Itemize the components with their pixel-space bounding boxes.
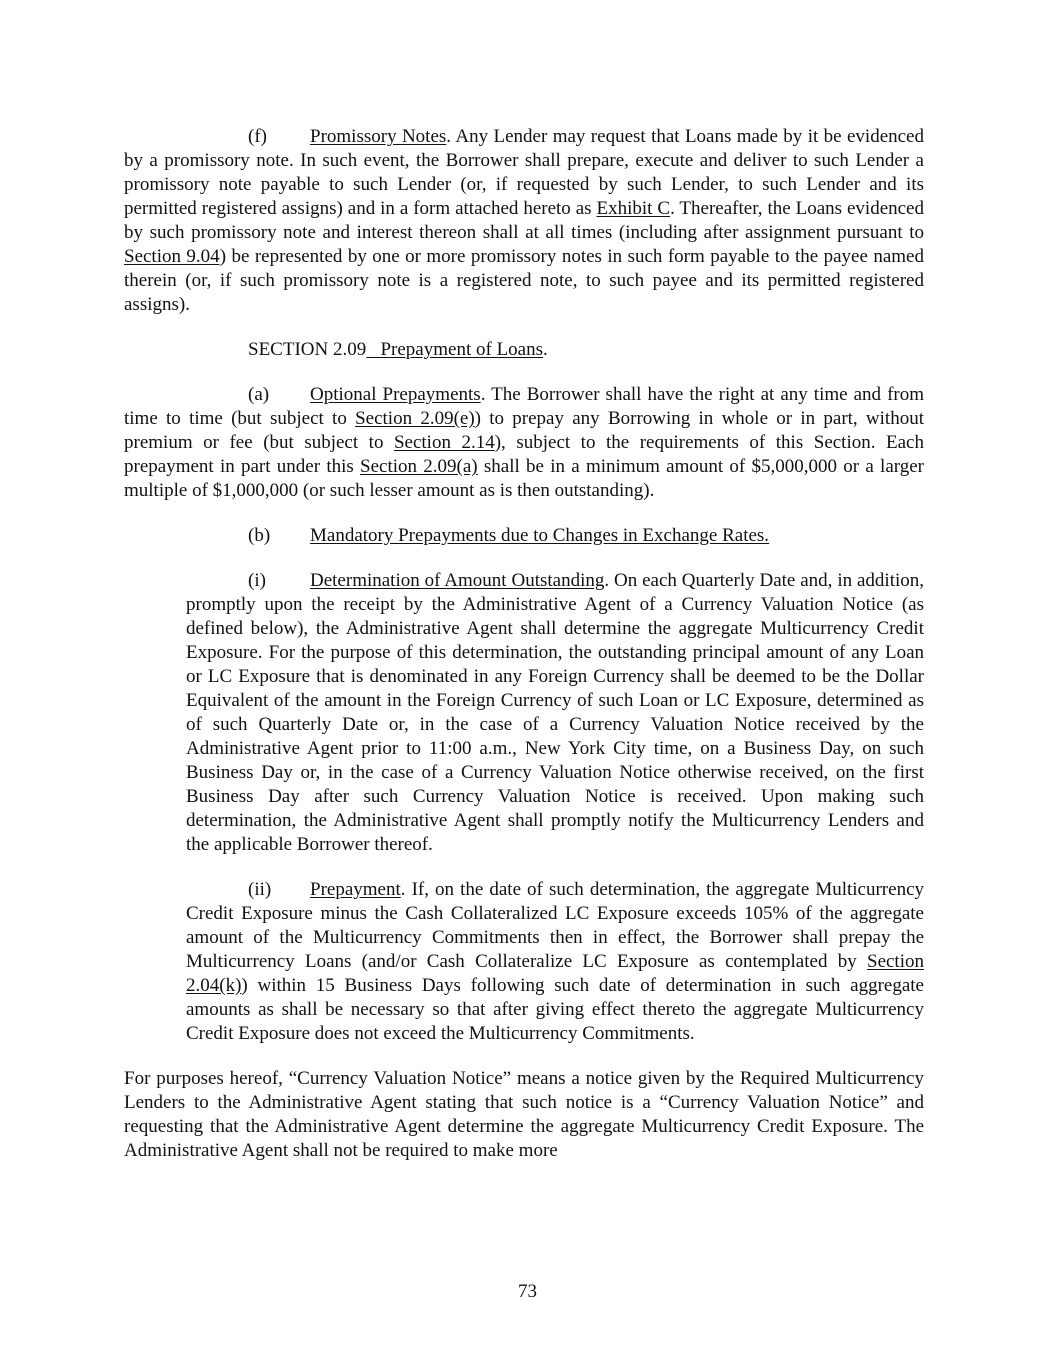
text-run: For purposes hereof, “Currency Valuation Notice” means a notice given by the Required Multicurrency Lenders to the Administrative Agent stating that such notice is a “Currency Valuation Notice” and requesting that the Administrative Agent determine the aggregate Multicurrency Credit Exposure. The Administrative Agent shall not be required to make more (124, 1068, 924, 1161)
text-run: shall be in a minimum amount of $5,000,000 or a larger multiple of $1,000,000 (or such lesser amount as is then outstanding). (124, 456, 925, 501)
underlined-reference: Prepayment (310, 879, 401, 900)
underlined-reference: Promissory Notes (310, 126, 447, 147)
paragraph-ii-prepayment (186, 878, 924, 1046)
underlined-reference: Determination of Amount Outstanding (310, 570, 605, 591)
text-run: . On each Quarterly Date and, in addition, promptly upon the receipt by the Administrative Agent of a Currency Valuation Notice (as defined below), the Administrative Agent shall determine the aggregate Multicurrency Credit Exposure. For the purpose of this determination, the outstanding principal amount of any Loan or LC Exposure that is denominated in any Foreign Currency shall be deemed to be the Dollar Equivalent of the amount in the Foreign Currency of such Loan or LC Exposure, determined as of such Quarterly Date or, in the case of a Currency Valuation Notice received by the Administrative Agent prior to 11:00 a.m., New York City time, on a Business Day, on such Business Day or, in the case of a Currency Valuation Notice otherwise received, on the first Business Day after such Currency Valuation Notice is received. Upon making such determination, the Administrative Agent shall promptly notify the Multicurrency Lenders and the applicable Borrower thereof. (186, 570, 925, 855)
text-run: . Thereafter, the Loans evidenced by such promissory note and interest thereon shall at all times (including after assignment pursuant to (124, 198, 924, 243)
underlined-reference: Section 2.09(e) (355, 408, 475, 429)
underlined-reference: Section 2.09(a) (360, 456, 478, 477)
paragraph-f-promissory-notes (124, 125, 924, 317)
underlined-reference: Prepayment of Loans (366, 339, 543, 360)
underlined-reference: Optional Prepayments (310, 384, 481, 405)
document-body (124, 125, 924, 1184)
text-run: . (543, 339, 548, 360)
paragraph-label: (f) (248, 126, 267, 147)
paragraph-a-optional-prepayments (124, 383, 924, 503)
underlined-reference: Section 2.04(k) (186, 951, 924, 996)
paragraph-b-mandatory-prepayments (124, 524, 924, 548)
paragraph-currency-valuation-notice-definition (124, 1067, 924, 1163)
underlined-reference: Section 2.14 (393, 432, 495, 453)
text-run: . Any Lender may request that Loans made by it be evidenced by a promissory note. In such event, the Borrower shall prepare, execute and deliver to such Lender a promissory note payable to such Lender (or, if requested by such Lender, to such Lender and its permitted registered assigns) and in a form attached hereto as (124, 126, 924, 219)
text-run: . If, on the date of such determination, the aggregate Multicurrency Credit Exposure minus the Cash Collateralized LC Exposure exceeds 105% of the aggregate amount of the Multicurrency Commitments then in effect, the Borrower shall prepay the Multicurrency Loans (and/or Cash Collateralize LC Exposure as contemplated by (186, 879, 924, 972)
page-number: 73 (518, 1281, 537, 1302)
text-run: SECTION 2.09 (248, 339, 367, 360)
underlined-reference: Mandatory Prepayments due to Changes in Exchange Rates. (310, 525, 770, 546)
paragraph-label: (i) (248, 570, 266, 591)
paragraph-label: (a) (248, 384, 270, 405)
section-heading-2-09 (124, 338, 924, 362)
text-run: ) to prepay any Borrowing in whole or in part, without premium or fee (but subject to (124, 408, 924, 453)
underlined-reference: Section 9.04 (124, 246, 220, 267)
text-run: ) be represented by one or more promissory notes in such form payable to the payee named therein (or, if such promissory note is a registered note, to such payee and its permitted registered assigns). (124, 246, 924, 315)
paragraph-label: (b) (248, 525, 271, 546)
paragraph-i-determination (186, 569, 924, 857)
paragraph-label: (ii) (248, 879, 272, 900)
text-run: ) within 15 Business Days following such date of determination in such aggregate amounts as shall be necessary so that after giving effect thereto the aggregate Multicurrency Credit Exposure does not exceed the Multicurrency Commitments. (186, 975, 924, 1044)
underlined-reference: Exhibit C (596, 198, 671, 219)
text-run: ), subject to the requirements of this Section. Each prepayment in part under this (124, 432, 924, 477)
text-run: . The Borrower shall have the right at any time and from time to time (but subject to (124, 384, 924, 429)
